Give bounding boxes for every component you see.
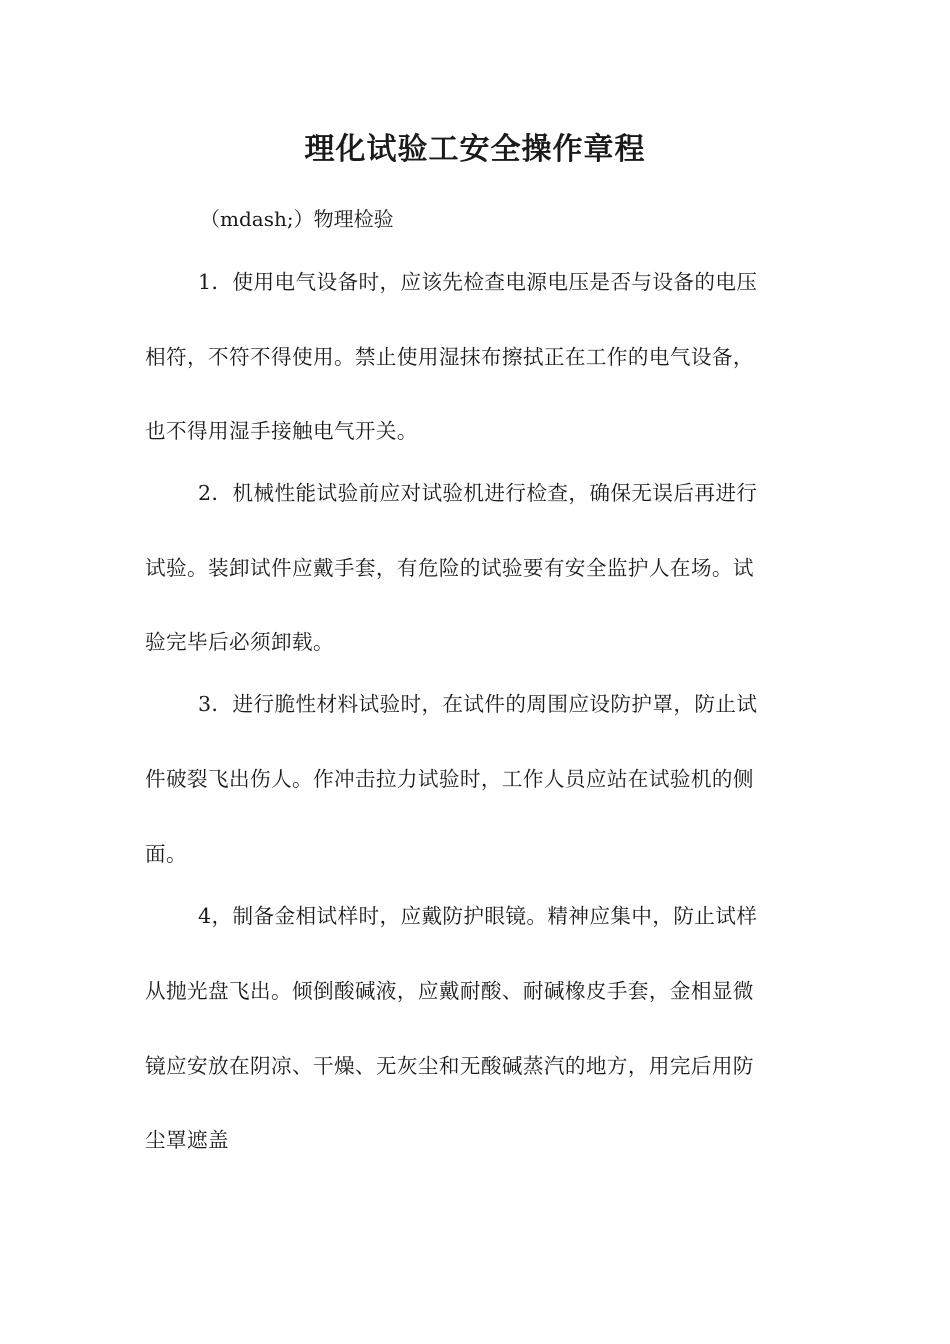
section-heading: （mdash;）物理检验 (200, 207, 394, 231)
document-title: 理化试验工安全操作章程 (304, 132, 646, 167)
paragraph-2-line-2: 试验。装卸试件应戴手套，有危险的试验要有安全监护人在场。试 (145, 556, 754, 580)
paragraph-1-line-2: 相符，不符不得使用。禁止使用湿抹布擦拭正在工作的电气设备， (145, 345, 754, 369)
paragraph-3-line-3: 面。 (145, 842, 187, 866)
paragraph-2-line-3: 验完毕后必须卸载。 (145, 630, 334, 654)
paragraph-2-line-1: 2．机械性能试验前应对试验机进行检查，确保无误后再进行 (198, 481, 758, 505)
paragraph-3-line-1: 3．进行脆性材料试验时，在试件的周围应设防护罩，防止试 (198, 692, 758, 716)
paragraph-4-line-1: 4，制备金相试样时，应戴防护眼镜。精神应集中，防止试样 (198, 904, 758, 928)
paragraph-4-line-4: 尘罩遮盖 (145, 1128, 229, 1152)
paragraph-4-line-2: 从抛光盘飞出。倾倒酸碱液，应戴耐酸、耐碱橡皮手套，金相显微 (145, 979, 754, 1003)
paragraph-3-line-2: 件破裂飞出伤人。作冲击拉力试验时，工作人员应站在试验机的侧 (145, 767, 754, 791)
paragraph-4-line-3: 镜应安放在阴凉、干燥、无灰尘和无酸碱蒸汽的地方，用完后用防 (145, 1054, 754, 1078)
paragraph-1-line-1: 1．使用电气设备时，应该先检查电源电压是否与设备的电压 (198, 270, 758, 294)
paragraph-1-line-3: 也不得用湿手接触电气开关。 (145, 419, 418, 443)
